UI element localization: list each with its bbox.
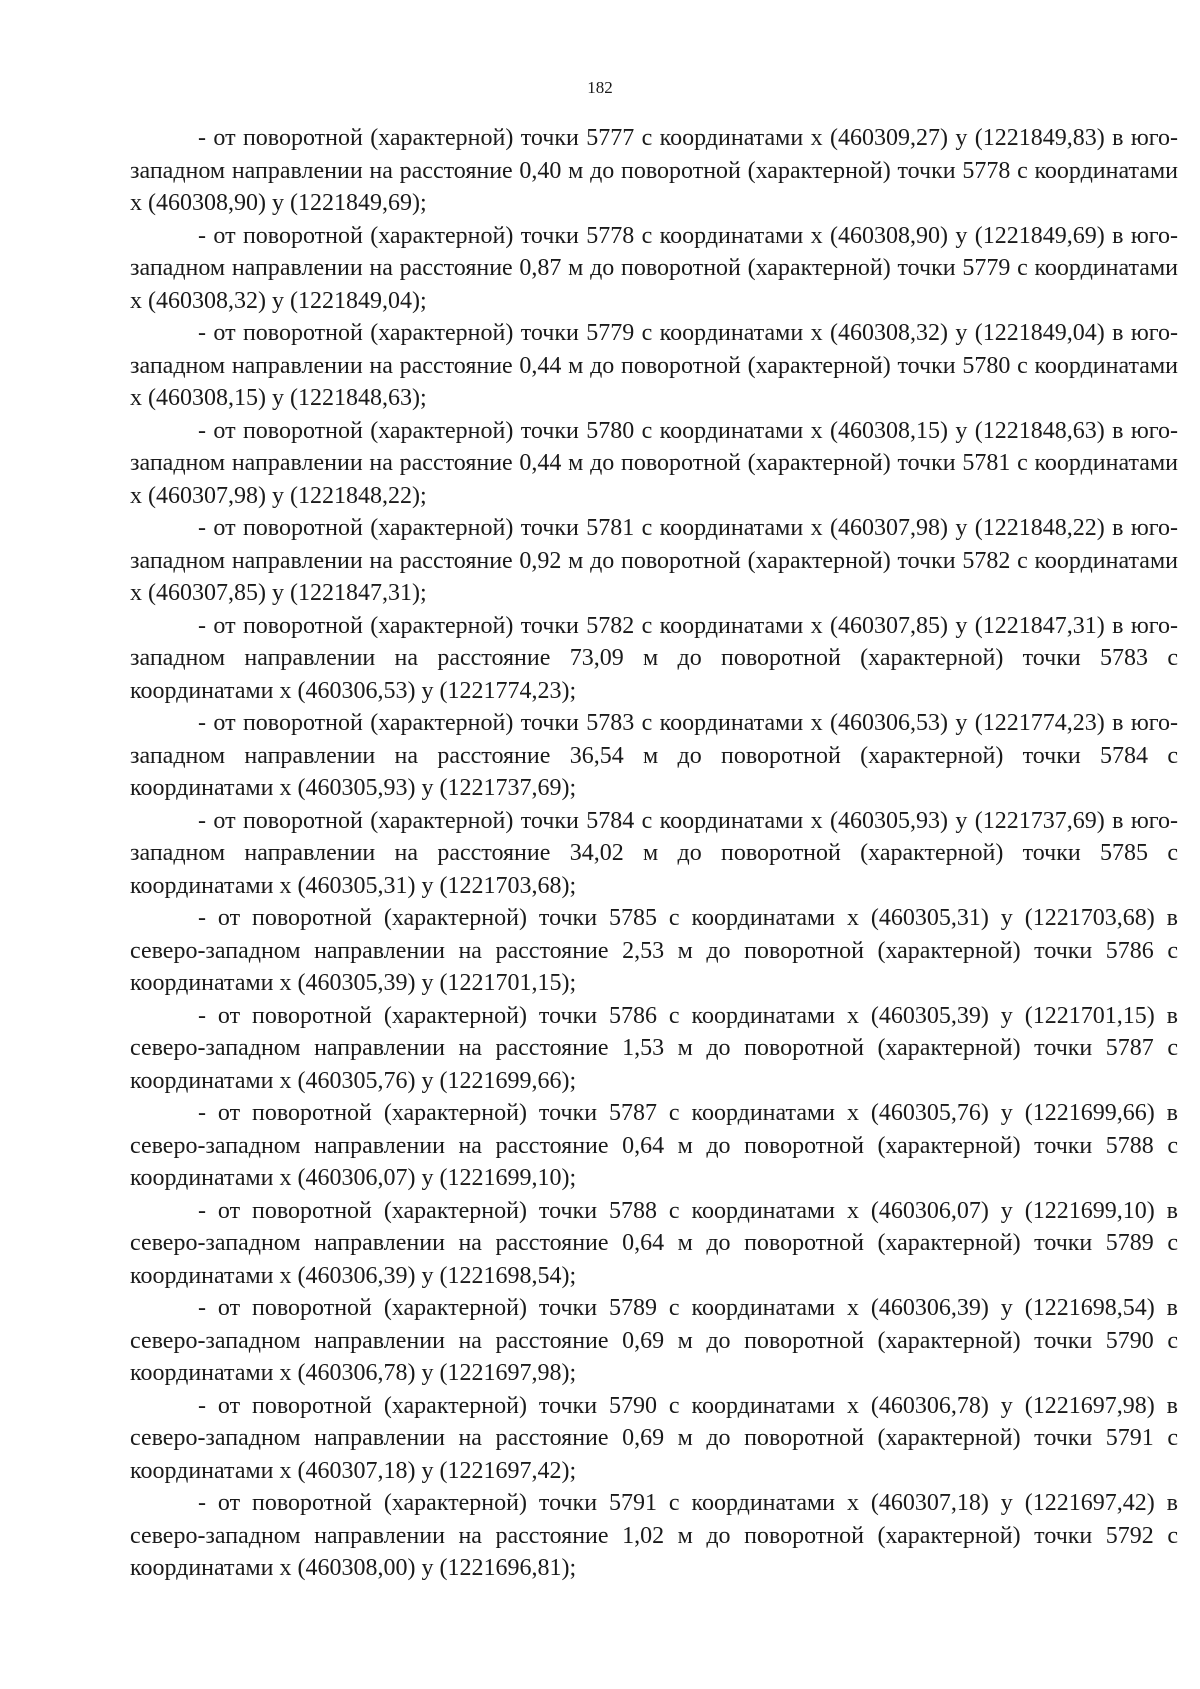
page-number: 182 [587, 78, 613, 97]
boundary-segment-paragraph: - от поворотной (характерной) точки 5787 с координатами x (460305,76) y (1221699,66) в северо-западном направлении на расстояние 0,64 м до поворотной (характерной) точки 5788 с координатами x (460306,07) y (1221699,10); [130, 1100, 1178, 1191]
boundary-segment-paragraph: - от поворотной (характерной) точки 5785 с координатами x (460305,31) y (1221703,68) в северо-западном направлении на расстояние 2,53 м до поворотной (характерной) точки 5786 с координатами x (460305,39) y (1221701,15); [130, 905, 1178, 996]
boundary-segment-paragraph: - от поворотной (характерной) точки 5781 с координатами x (460307,98) y (1221848,22) в юго-западном направлении на расстояние 0,92 м до поворотной (характерной) точки 5782 с координатами x (460307,85) y (1221847,31); [130, 515, 1178, 606]
boundary-segment-paragraph: - от поворотной (характерной) точки 5778 с координатами x (460308,90) y (1221849,69) в юго-западном направлении на расстояние 0,87 м до поворотной (характерной) точки 5779 с координатами x (460308,32) y (1221849,04); [130, 222, 1178, 314]
boundary-segment-paragraph: - от поворотной (характерной) точки 5780 с координатами x (460308,15) y (1221848,63) в юго-западном направлении на расстояние 0,44 м до поворотной (характерной) точки 5781 с координатами x (460307,98) y (1221848,22); [130, 417, 1178, 509]
boundary-segment-paragraph: - от поворотной (характерной) точки 5784 с координатами x (460305,93) y (1221737,69) в юго-западном направлении на расстояние 34,02 м до поворотной (характерной) точки 5785 с координатами x (460305,31) y (1221703,68); [130, 807, 1178, 899]
boundary-segment-paragraph: - от поворотной (характерной) точки 5786 с координатами x (460305,39) y (1221701,15) в северо-западном направлении на расстояние 1,53 м до поворотной (характерной) точки 5787 с координатами x (460305,76) y (1221699,66); [130, 1002, 1178, 1094]
boundary-segment-paragraph: - от поворотной (характерной) точки 5782 с координатами x (460307,85) y (1221847,31) в юго-западном направлении на расстояние 73,09 м до поворотной (характерной) точки 5783 с координатами x (460306,53) y (1221774,23); [130, 612, 1178, 704]
boundary-description [130, 122, 1178, 1585]
boundary-segment-paragraph: - от поворотной (характерной) точки 5783 с координатами x (460306,53) y (1221774,23) в юго-западном направлении на расстояние 36,54 м до поворотной (характерной) точки 5784 с координатами x (460305,93) y (1221737,69); [130, 710, 1178, 801]
boundary-segment-paragraph: - от поворотной (характерной) точки 5779 с координатами x (460308,32) y (1221849,04) в юго-западном направлении на расстояние 0,44 м до поворотной (характерной) точки 5780 с координатами x (460308,15) y (1221848,63); [130, 320, 1178, 411]
boundary-segment-paragraph: - от поворотной (характерной) точки 5790 с координатами x (460306,78) y (1221697,98) в северо-западном направлении на расстояние 0,69 м до поворотной (характерной) точки 5791 с координатами x (460307,18) y (1221697,42); [130, 1392, 1178, 1484]
boundary-segment-paragraph: - от поворотной (характерной) точки 5789 с координатами x (460306,39) y (1221698,54) в северо-западном направлении на расстояние 0,69 м до поворотной (характерной) точки 5790 с координатами x (460306,78) y (1221697,98); [130, 1295, 1178, 1386]
boundary-segment-paragraph: - от поворотной (характерной) точки 5791 с координатами x (460307,18) y (1221697,42) в северо-западном направлении на расстояние 1,02 м до поворотной (характерной) точки 5792 с координатами x (460308,00) y (1221696,81); [130, 1490, 1178, 1581]
boundary-segment-paragraph: - от поворотной (характерной) точки 5788 с координатами x (460306,07) y (1221699,10) в северо-западном направлении на расстояние 0,64 м до поворотной (характерной) точки 5789 с координатами x (460306,39) y (1221698,54); [130, 1197, 1178, 1289]
boundary-segment-paragraph: - от поворотной (характерной) точки 5777 с координатами x (460309,27) y (1221849,83) в юго-западном направлении на расстояние 0,40 м до поворотной (характерной) точки 5778 с координатами x (460308,90) y (1221849,69); [130, 125, 1178, 216]
